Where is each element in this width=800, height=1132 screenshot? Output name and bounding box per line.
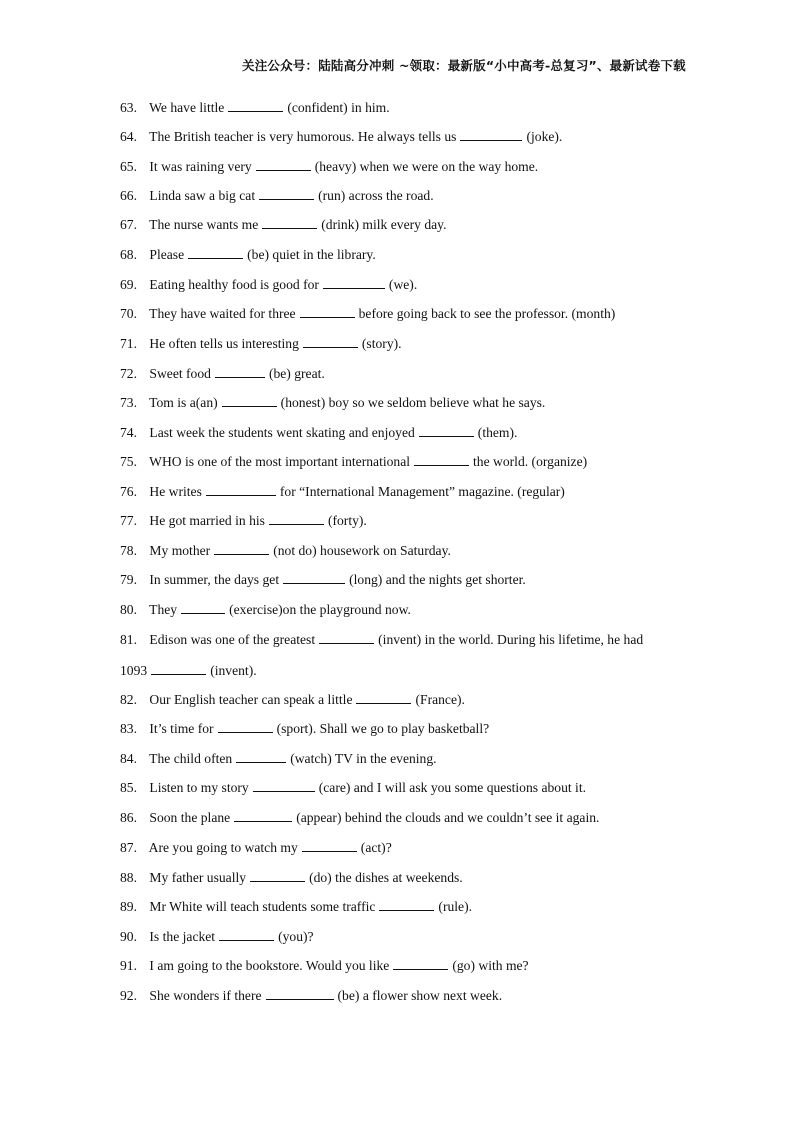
answer-blank[interactable] bbox=[303, 335, 358, 348]
question-text-after: (sport). Shall we go to play basketball? bbox=[276, 721, 490, 736]
question-number: 73. bbox=[120, 395, 137, 410]
answer-blank[interactable] bbox=[414, 453, 469, 466]
answer-blank[interactable] bbox=[262, 216, 317, 229]
question-text-before: He writes bbox=[149, 484, 202, 499]
question-text-after: (honest) boy so we seldom believe what he says. bbox=[280, 395, 546, 410]
answer-blank[interactable] bbox=[393, 957, 448, 970]
answer-blank[interactable] bbox=[206, 483, 276, 496]
question-78 bbox=[120, 542, 451, 560]
question-number: 68. bbox=[120, 247, 137, 262]
question-text-before: Our English teacher can speak a little bbox=[149, 692, 353, 707]
question-number: 67. bbox=[120, 217, 137, 232]
answer-blank[interactable] bbox=[250, 869, 305, 882]
answer-blank[interactable] bbox=[236, 750, 286, 763]
question-number: 77. bbox=[120, 513, 137, 528]
question-number: 69. bbox=[120, 277, 137, 292]
question-text-before: They bbox=[149, 602, 178, 617]
answer-blank[interactable] bbox=[214, 542, 269, 555]
question-number: 74. bbox=[120, 425, 137, 440]
answer-blank[interactable] bbox=[300, 305, 355, 318]
question-text-after: (be) a flower show next week. bbox=[337, 988, 503, 1003]
question-text-before: He got married in his bbox=[149, 513, 265, 528]
answer-blank[interactable] bbox=[269, 512, 324, 525]
answer-blank[interactable] bbox=[283, 571, 345, 584]
answer-blank[interactable] bbox=[323, 276, 385, 289]
question-text-before: Sweet food bbox=[149, 366, 211, 381]
question-text-before: The British teacher is very humorous. He always tells us bbox=[149, 129, 457, 144]
question-text-after: (go) with me? bbox=[452, 958, 529, 973]
question-number: 82. bbox=[120, 692, 137, 707]
answer-blank[interactable] bbox=[319, 631, 374, 644]
question-number: 75. bbox=[120, 454, 137, 469]
question-76 bbox=[120, 483, 565, 501]
question-text-before: Mr White will teach students some traffic bbox=[149, 899, 376, 914]
question-text-before: My father usually bbox=[149, 870, 247, 885]
answer-blank[interactable] bbox=[222, 394, 277, 407]
question-text-before: We have little bbox=[149, 100, 225, 115]
answer-blank[interactable] bbox=[379, 898, 434, 911]
answer-blank[interactable] bbox=[188, 246, 243, 259]
question-text-before: Eating healthy food is good for bbox=[149, 277, 319, 292]
question-66 bbox=[120, 187, 434, 205]
answer-blank[interactable] bbox=[219, 928, 274, 941]
question-text-after: (be) great. bbox=[268, 366, 325, 381]
answer-blank[interactable] bbox=[266, 987, 334, 1000]
question-text-before: WHO is one of the most important international bbox=[149, 454, 411, 469]
question-text-after: (you)? bbox=[278, 929, 314, 944]
question-number: 84. bbox=[120, 751, 137, 766]
question-79 bbox=[120, 571, 526, 589]
question-84 bbox=[120, 750, 437, 768]
question-number: 80. bbox=[120, 602, 137, 617]
question-text-after: (story). bbox=[361, 336, 402, 351]
question-text-after: (run) across the road. bbox=[318, 188, 434, 203]
answer-blank[interactable] bbox=[302, 839, 357, 852]
answer-blank[interactable] bbox=[259, 187, 314, 200]
answer-blank[interactable] bbox=[356, 691, 411, 704]
question-number: 63. bbox=[120, 100, 137, 115]
question-text-before: Listen to my story bbox=[149, 780, 249, 795]
question-text-after: before going back to see the professor. (month) bbox=[358, 306, 616, 321]
question-text-after: (forty). bbox=[327, 513, 367, 528]
question-number: 64. bbox=[120, 129, 137, 144]
question-81-continued bbox=[120, 662, 257, 680]
question-text-before: Edison was one of the greatest bbox=[149, 632, 316, 647]
question-68 bbox=[120, 246, 376, 264]
question-80 bbox=[120, 601, 411, 619]
question-text-before: In summer, the days get bbox=[149, 572, 280, 587]
question-text-after: (act)? bbox=[360, 840, 392, 855]
question-number: 76. bbox=[120, 484, 137, 499]
question-text-after: (invent) in the world. During his lifetime, he had bbox=[378, 632, 644, 647]
question-91 bbox=[120, 957, 529, 975]
question-number: 89. bbox=[120, 899, 137, 914]
question-text-after: (invent). bbox=[210, 663, 257, 678]
question-text-before: Is the jacket bbox=[149, 929, 216, 944]
question-text-before: I am going to the bookstore. Would you like bbox=[149, 958, 390, 973]
question-92 bbox=[120, 987, 502, 1005]
question-text-before: Soon the plane bbox=[149, 810, 231, 825]
question-number: 88. bbox=[120, 870, 137, 885]
question-text-before: The child often bbox=[149, 751, 233, 766]
answer-blank[interactable] bbox=[460, 128, 522, 141]
question-text-before: The nurse wants me bbox=[149, 217, 259, 232]
question-85 bbox=[120, 779, 586, 797]
question-81 bbox=[120, 631, 643, 649]
question-69 bbox=[120, 276, 417, 294]
question-text-after: (exercise)on the playground now. bbox=[229, 602, 411, 617]
question-number: 79. bbox=[120, 572, 137, 587]
question-text-after: (France). bbox=[415, 692, 465, 707]
answer-blank[interactable] bbox=[419, 424, 474, 437]
question-number: 83. bbox=[120, 721, 137, 736]
question-82 bbox=[120, 691, 465, 709]
question-text-before: Are you going to watch my bbox=[148, 840, 298, 855]
question-70 bbox=[120, 305, 615, 323]
question-number: 81. bbox=[120, 632, 137, 647]
question-number: 71. bbox=[120, 336, 137, 351]
question-text-after: (confident) in him. bbox=[287, 100, 390, 115]
question-number: 90. bbox=[120, 929, 137, 944]
question-text-after: (we). bbox=[388, 277, 418, 292]
question-number: 91. bbox=[120, 958, 137, 973]
question-87 bbox=[120, 839, 392, 857]
question-text-after: (appear) behind the clouds and we couldn’t see it again. bbox=[296, 810, 600, 825]
question-text-after: (long) and the nights get shorter. bbox=[349, 572, 526, 587]
question-89 bbox=[120, 898, 472, 916]
question-number: 66. bbox=[120, 188, 137, 203]
question-number: 78. bbox=[120, 543, 137, 558]
answer-blank[interactable] bbox=[181, 601, 225, 614]
question-text-before: 1093 bbox=[120, 663, 148, 678]
question-63 bbox=[120, 99, 390, 117]
question-number: 92. bbox=[120, 988, 137, 1003]
answer-blank[interactable] bbox=[218, 720, 273, 733]
question-text-before: Tom is a(an) bbox=[149, 395, 218, 410]
question-text-after: (watch) TV in the evening. bbox=[290, 751, 437, 766]
question-text-after: the world. (organize) bbox=[473, 454, 588, 469]
question-text-after: (heavy) when we were on the way home. bbox=[314, 159, 539, 174]
question-number: 85. bbox=[120, 780, 137, 795]
question-text-before: She wonders if there bbox=[149, 988, 262, 1003]
question-74 bbox=[120, 424, 517, 442]
question-number: 65. bbox=[120, 159, 137, 174]
question-text-before: Linda saw a big cat bbox=[149, 188, 256, 203]
question-88 bbox=[120, 869, 463, 887]
question-text-before: Last week the students went skating and enjoyed bbox=[149, 425, 415, 440]
question-text-before: It’s time for bbox=[149, 721, 214, 736]
header-promo-text: 关注公众号：陆陆高分冲刺 ~领取：最新版“小中高考-总复习”、最新试卷下载 bbox=[242, 58, 686, 73]
question-text-after: (do) the dishes at weekends. bbox=[309, 870, 463, 885]
question-77 bbox=[120, 512, 367, 530]
question-number: 86. bbox=[120, 810, 137, 825]
question-text-after: (drink) milk every day. bbox=[321, 217, 447, 232]
answer-blank[interactable] bbox=[228, 99, 283, 112]
question-90 bbox=[120, 928, 314, 946]
answer-blank[interactable] bbox=[253, 779, 315, 792]
question-72 bbox=[120, 365, 325, 383]
question-text-before: They have waited for three bbox=[149, 306, 296, 321]
question-text-before: My mother bbox=[149, 543, 211, 558]
question-text-after: (rule). bbox=[438, 899, 473, 914]
question-text-after: for “International Management” magazine. (regular) bbox=[279, 484, 565, 499]
answer-blank[interactable] bbox=[151, 662, 206, 675]
question-text-after: (care) and I will ask you some questions about it. bbox=[318, 780, 587, 795]
question-71 bbox=[120, 335, 402, 353]
question-text-after: (be) quiet in the library. bbox=[247, 247, 376, 262]
question-text-before: It was raining very bbox=[149, 159, 252, 174]
question-text-after: (not do) housework on Saturday. bbox=[273, 543, 451, 558]
question-number: 72. bbox=[120, 366, 137, 381]
question-text-before: Please bbox=[149, 247, 185, 262]
question-86 bbox=[120, 809, 599, 827]
question-73 bbox=[120, 394, 545, 412]
question-65 bbox=[120, 158, 538, 176]
question-83 bbox=[120, 720, 489, 738]
question-text-after: (them). bbox=[477, 425, 518, 440]
answer-blank[interactable] bbox=[215, 365, 265, 378]
answer-blank[interactable] bbox=[234, 809, 292, 822]
question-text-after: (joke). bbox=[526, 129, 563, 144]
question-number: 87. bbox=[120, 840, 137, 855]
question-text-before: He often tells us interesting bbox=[149, 336, 299, 351]
question-75 bbox=[120, 453, 587, 471]
question-64 bbox=[120, 128, 562, 146]
answer-blank[interactable] bbox=[256, 158, 311, 171]
question-number: 70. bbox=[120, 306, 137, 321]
question-67 bbox=[120, 216, 446, 234]
